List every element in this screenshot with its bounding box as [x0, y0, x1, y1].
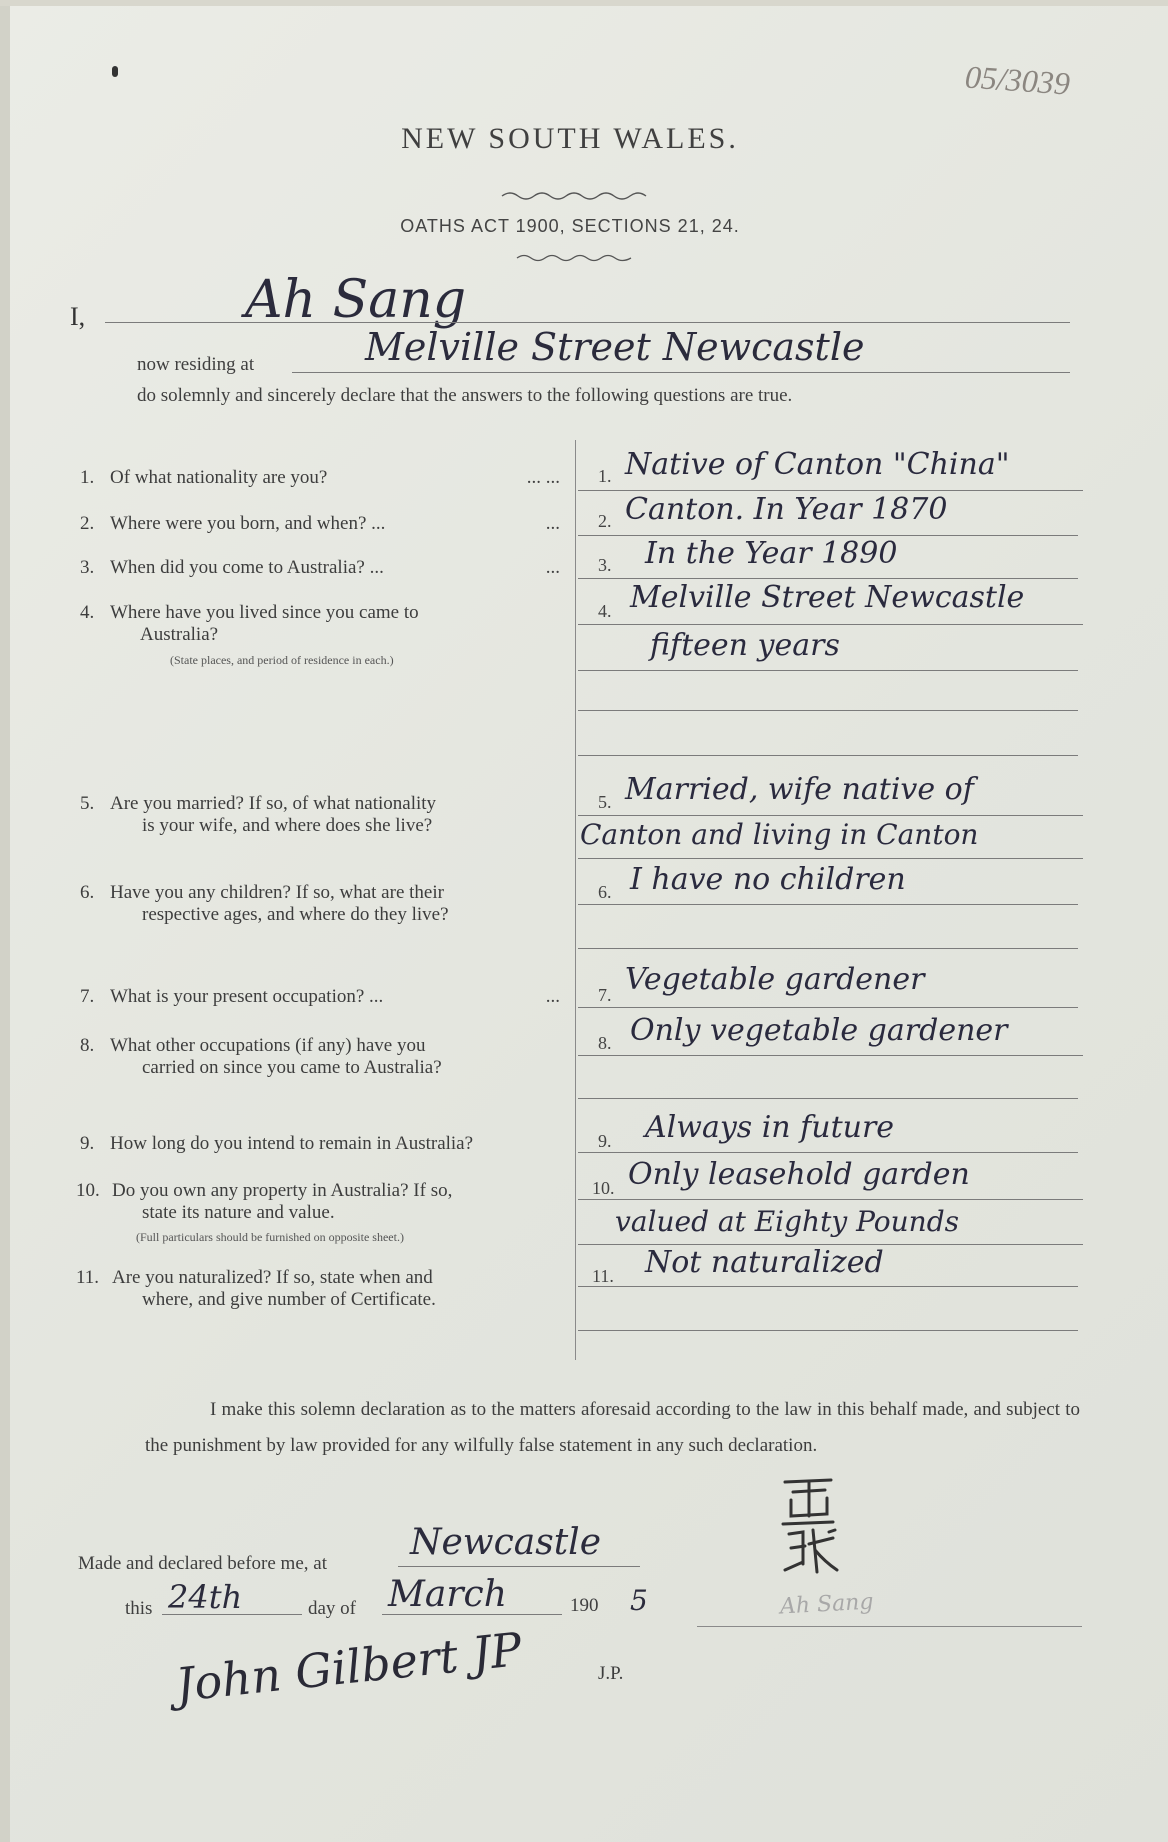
place-line — [398, 1566, 640, 1567]
question-2 — [80, 513, 560, 535]
declared-place: Newcastle — [410, 1522, 602, 1563]
declared-day: 24th — [168, 1578, 243, 1616]
question-8-number: 8. — [80, 1035, 95, 1056]
question-8 — [80, 1035, 560, 1079]
answer-4-line-3 — [578, 710, 1078, 711]
answer-5-number: 5. — [598, 792, 612, 812]
jp-label: J.P. — [598, 1663, 624, 1684]
question-2-number: 2. — [80, 513, 95, 534]
question-5 — [80, 793, 560, 837]
flourish-divider-top — [500, 190, 650, 202]
answer-4-line-1 — [578, 624, 1083, 625]
answer-10-text-2: valued at Eighty Pounds — [615, 1205, 959, 1238]
answer-8-text: Only vegetable gardener — [630, 1013, 1008, 1048]
ink-mark — [112, 66, 118, 77]
residing-label: now residing at — [137, 354, 255, 375]
answer-7-number: 7. — [598, 985, 612, 1005]
answer-4-text-2: fifteen years — [650, 628, 840, 663]
answer-1-number: 1. — [598, 466, 612, 486]
declaration-paragraph: I make this solemn declaration as to the matters aforesaid according to the law in this behalf made, and subject to the punishment by law provided for any wilfully false statement in any such declaration. — [145, 1399, 1080, 1456]
chinese-signature-mark — [773, 1472, 843, 1577]
answer-3-number: 3. — [598, 555, 612, 575]
answer-11-line-2 — [578, 1330, 1078, 1331]
question-6-number: 6. — [80, 882, 95, 903]
answer-5-line-1 — [578, 815, 1083, 816]
declare-statement: do solemnly and sincerely declare that the answers to the following questions are true. — [137, 385, 793, 406]
answer-4-line-4 — [578, 755, 1078, 756]
answer-3-line — [578, 578, 1078, 579]
question-7 — [80, 986, 560, 1008]
question-9-number: 9. — [80, 1133, 95, 1154]
answer-6-text: I have no children — [630, 862, 906, 897]
question-9-text: How long do you intend to remain in Australia? — [110, 1133, 474, 1154]
answer-10-line-1 — [578, 1199, 1083, 1200]
answer-6-line-2 — [578, 948, 1078, 949]
answer-5-text-2: Canton and living in Canton — [580, 818, 979, 851]
question-10-text: Do you own any property in Australia? If so, — [112, 1180, 453, 1201]
answer-8-line-2 — [578, 1098, 1078, 1099]
answer-2-number: 2. — [598, 511, 612, 531]
answer-10-text-1: Only leasehold garden — [628, 1157, 970, 1192]
answer-9-text: Always in future — [645, 1110, 895, 1145]
day-of-label: day of — [308, 1598, 357, 1619]
answer-2-text: Canton. In Year 1870 — [625, 492, 948, 527]
answer-3-text: In the Year 1890 — [645, 536, 898, 571]
question-10 — [76, 1180, 566, 1224]
question-2-dots: ... — [545, 513, 560, 534]
question-3 — [80, 557, 560, 579]
question-6-text-2: respective ages, and where do they live? — [142, 904, 449, 925]
question-3-dots: ... — [545, 557, 560, 578]
question-7-number: 7. — [80, 986, 95, 1007]
question-8-text-2: carried on since you came to Australia? — [142, 1057, 442, 1078]
question-1-dots: ... ... — [526, 467, 560, 488]
question-4-text-2: Australia? — [140, 624, 219, 645]
question-10-number: 10. — [76, 1180, 100, 1201]
answer-1-text: Native of Canton "China" — [625, 447, 1010, 482]
flourish-divider-bottom — [515, 253, 635, 263]
question-3-text: When did you come to Australia? ... — [110, 557, 384, 578]
this-label: this — [125, 1598, 153, 1619]
declarant-signature-line — [697, 1626, 1082, 1627]
answer-9-line — [578, 1152, 1078, 1153]
answer-8-line-1 — [578, 1055, 1083, 1056]
question-1 — [80, 467, 560, 489]
name-line — [105, 322, 1070, 323]
declared-month: March — [388, 1574, 507, 1615]
year-prefix: 190 — [570, 1595, 599, 1616]
question-2-text: Where were you born, and when? ... — [110, 513, 386, 534]
month-line — [382, 1614, 562, 1615]
made-declared-label: Made and declared before me, at — [78, 1553, 327, 1574]
answer-9-number: 9. — [598, 1131, 612, 1151]
answer-1-line — [578, 490, 1083, 491]
column-divider — [575, 440, 576, 1360]
act-subtitle: OATHS ACT 1900, SECTIONS 21, 24. — [400, 216, 740, 236]
answer-8-number: 8. — [598, 1033, 612, 1053]
residence-line — [292, 372, 1070, 373]
paper-edge-left — [0, 0, 10, 1842]
answer-6-line-1 — [578, 904, 1078, 905]
question-11-text: Are you naturalized? If so, state when and — [112, 1267, 433, 1288]
day-line — [162, 1614, 302, 1615]
question-4 — [80, 602, 560, 646]
question-9 — [80, 1133, 580, 1155]
question-5-text: Are you married? If so, of what nationality — [110, 793, 437, 814]
year-suffix: 5 — [630, 1584, 648, 1617]
answer-4-text-1: Melville Street Newcastle — [630, 580, 1025, 615]
question-6 — [80, 882, 560, 926]
question-5-text-2: is your wife, and where does she live? — [142, 815, 433, 836]
question-7-dots: ... — [545, 986, 560, 1007]
residence-value: Melville Street Newcastle — [365, 325, 865, 369]
declarant-name: Ah Sang — [245, 270, 466, 330]
answer-10-number: 10. — [592, 1178, 615, 1198]
answer-11-number: 11. — [592, 1266, 614, 1286]
question-10-text-2: state its nature and value. — [142, 1202, 335, 1223]
declarant-pencil-signature: Ah Sang — [779, 1589, 875, 1620]
question-6-text: Have you any children? If so, what are their — [110, 882, 444, 903]
question-10-note: (Full particulars should be furnished on opposite sheet.) — [136, 1230, 404, 1244]
question-1-number: 1. — [80, 467, 95, 488]
answer-6-number: 6. — [598, 882, 612, 902]
reference-number: 05/3039 — [963, 58, 1072, 102]
page-title: NEW SOUTH WALES. — [401, 122, 739, 155]
answer-11-text: Not naturalized — [645, 1245, 884, 1280]
question-4-text: Where have you lived since you came to — [110, 602, 419, 623]
answer-7-text: Vegetable gardener — [625, 962, 925, 997]
answer-11-line-1 — [578, 1286, 1078, 1287]
question-11-text-2: where, and give number of Certificate. — [142, 1289, 436, 1310]
answer-7-line — [578, 1007, 1078, 1008]
magistrate-signature: John Gilbert JP — [173, 1621, 525, 1713]
question-7-text: What is your present occupation? ... — [110, 986, 384, 1007]
question-5-number: 5. — [80, 793, 95, 814]
answer-5-text-1: Married, wife native of — [625, 772, 974, 807]
question-4-number: 4. — [80, 602, 95, 623]
question-3-number: 3. — [80, 557, 95, 578]
question-11 — [76, 1267, 566, 1311]
answer-4-line-2 — [578, 670, 1078, 671]
pronoun-i: I, — [70, 302, 86, 331]
paper-edge-top — [0, 0, 1168, 6]
answer-4-number: 4. — [598, 601, 612, 621]
answer-5-line-2 — [578, 858, 1083, 859]
question-4-note: (State places, and period of residence in each.) — [170, 653, 394, 667]
question-11-number: 11. — [76, 1267, 100, 1288]
question-1-text: Of what nationality are you? — [110, 467, 328, 488]
question-8-text: What other occupations (if any) have you — [110, 1035, 426, 1056]
